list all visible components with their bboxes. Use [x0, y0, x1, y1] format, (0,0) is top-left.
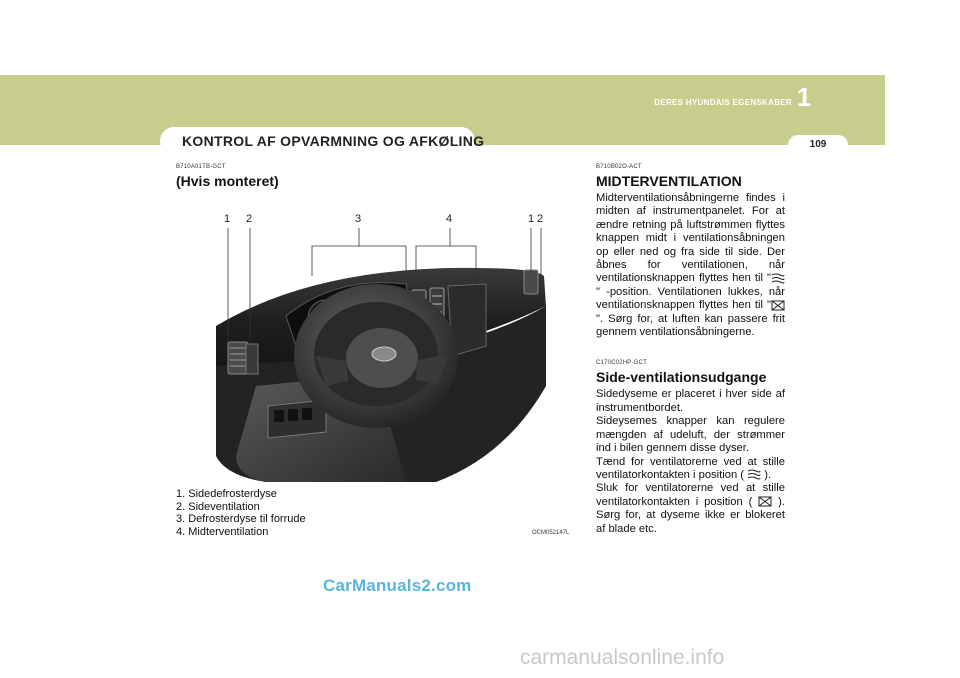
air-closed-icon: [771, 300, 785, 311]
figure-legend: [176, 488, 306, 538]
section-title: KONTROL AF OPVARMNING OG AFKØLING: [182, 133, 485, 149]
figure-label-1-right: 1: [528, 213, 535, 225]
dashboard-illustration: [176, 206, 588, 486]
side-vent-title: Side-ventilationsudgange: [596, 369, 767, 386]
side-vent-text-b: Sideysemes knapper kan regulere mængden af udeluft, der strømmer ind i bilen gennem disse dyser.: [596, 415, 785, 455]
figure-code: OCM052147L: [532, 530, 570, 536]
chapter-label: DERES HYUNDAIS EGENSKABER: [654, 98, 792, 107]
figure-label-3: 3: [355, 213, 362, 225]
watermark-carmanualsonline: carmanualsonline.info: [520, 646, 725, 669]
center-vent-text: Midterventilationsåbningerne findes i midten af instrumentpanelet. For at ændre retning på luftstrømmen flyttes knappen midt i ventilationsåbningen op eller ned og fra side til side. Der åbnes for ventilationen, når ventilationsknappen flyttes hen til "" -position. Ventilationen lukkes, når ventilationsknappen flyttes hen til "". Sørg for, at luften kan passere frit gennem ventilationsåbningerne.: [596, 192, 785, 339]
legend-item: 1. Sidedefrosterdyse: [176, 488, 277, 500]
air-flow-icon: [771, 273, 785, 284]
figure-label-4: 4: [446, 213, 453, 225]
page-number: 109: [809, 139, 827, 150]
left-section-code: B710A01TB-GCT: [176, 164, 226, 170]
side-vent-text-a: Sidedyseme er placeret i hver side af instrumentbordet.: [596, 388, 785, 414]
legend-item: 3. Defrosterdyse til forrude: [176, 513, 306, 526]
side-vent-text-c: Tænd for ventilatorerne ved at stille ventilatorkontakten i position ( ).: [596, 455, 785, 481]
air-flow-icon: [747, 469, 761, 480]
side-vent-text-d: Sluk for ventilatorerne ved at stille ventilatorkontakten i position ( ). Sørg for, at dyseme ikke er blokeret af blade etc.: [596, 482, 785, 535]
center-vent-code: B710B02O-ACT: [596, 164, 642, 170]
watermark-carmanuals2[interactable]: CarManuals2.com: [323, 576, 472, 595]
air-closed-icon: [758, 496, 772, 507]
figure-label-2: 2: [246, 213, 253, 225]
left-section-title: (Hvis monteret): [176, 173, 279, 189]
chapter-number: 1: [796, 82, 812, 112]
side-vent-code: C170C02HP-GCT: [596, 360, 647, 367]
figure-label-1: 1: [224, 213, 231, 225]
dashboard-figure: [176, 206, 588, 486]
right-column: [596, 164, 785, 536]
figure-label-2-right: 2: [537, 213, 544, 225]
legend-item: 4. Midterventilation: [176, 525, 269, 538]
left-column: [176, 164, 586, 189]
legend-item: 2. Sideventilation: [176, 500, 260, 513]
center-vent-title: MIDTERVENTILATION: [596, 173, 742, 189]
